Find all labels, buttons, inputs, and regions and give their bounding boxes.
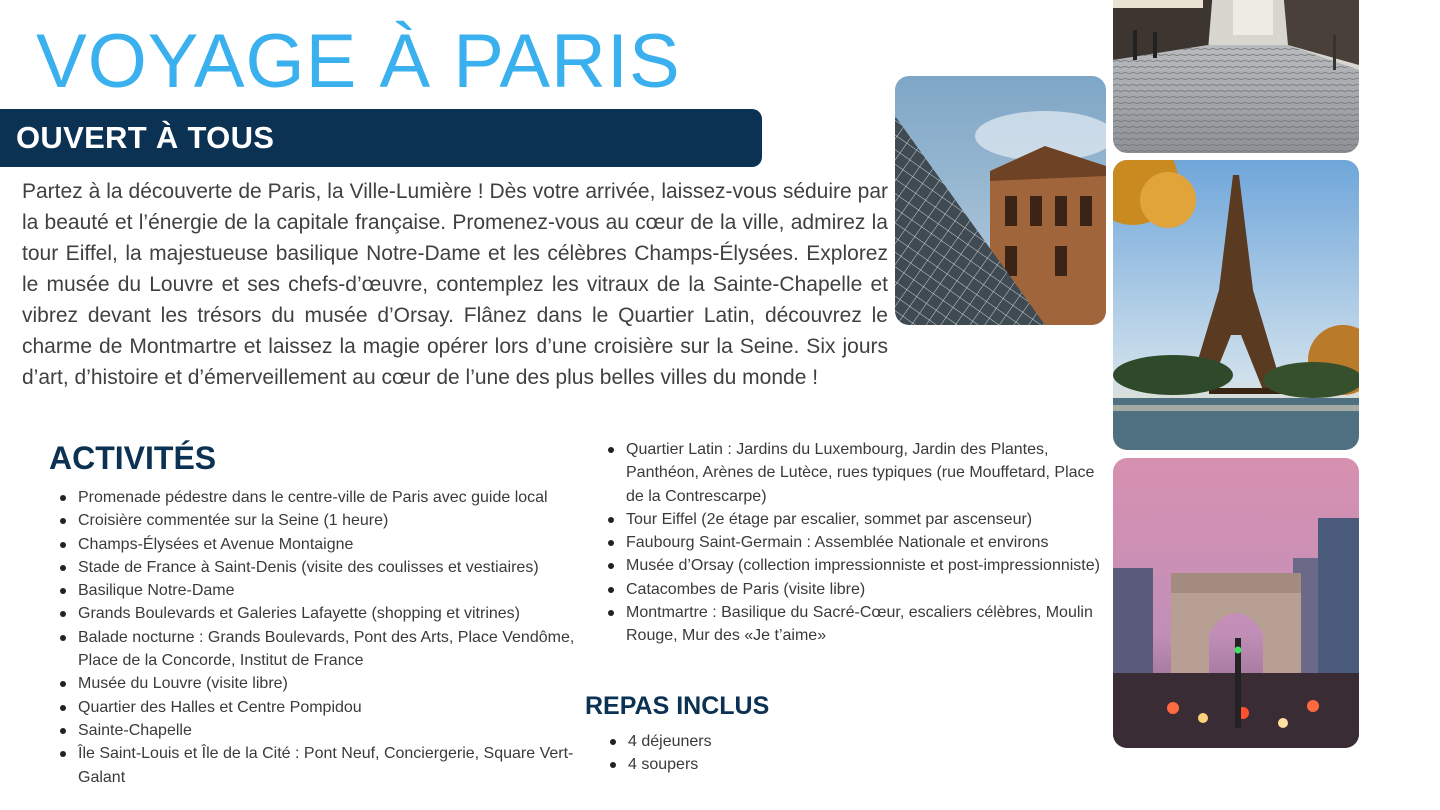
paris-street-photo (1113, 0, 1359, 153)
activities-list-left (60, 486, 590, 789)
banner-label: OUVERT À TOUS (16, 120, 275, 155)
list-item: Musée du Louvre (visite libre) (60, 672, 590, 695)
list-item: Promenade pédestre dans le centre-ville de Paris avec guide local (60, 486, 590, 509)
list-item: Faubourg Saint-Germain : Assemblée Nationale et environs (608, 531, 1100, 554)
activities-heading: ACTIVITÉS (49, 440, 217, 476)
meals-heading: REPAS INCLUS (585, 692, 770, 720)
list-item: Quartier Latin : Jardins du Luxembourg, Jardin des Plantes, Panthéon, Arènes de Lutèce, rues typiques (rue Mouffetard, Place de la Contrescarpe) (608, 438, 1100, 508)
page-title: VOYAGE À PARIS (36, 19, 681, 104)
list-item: Quartier des Halles et Centre Pompidou (60, 696, 590, 719)
eiffel-tower-photo (1113, 160, 1359, 450)
arc-de-triomphe-photo (1113, 458, 1359, 748)
list-item: Champs-Élysées et Avenue Montaigne (60, 533, 590, 556)
list-item: 4 déjeuners (610, 730, 810, 753)
list-item: Catacombes de Paris (visite libre) (608, 578, 1100, 601)
list-item: Sainte-Chapelle (60, 719, 590, 742)
list-item: Musée d’Orsay (collection impressionniste et post-impressionniste) (608, 554, 1100, 577)
list-item: Croisière commentée sur la Seine (1 heure) (60, 509, 590, 532)
intro-paragraph: Partez à la découverte de Paris, la Ville-Lumière ! Dès votre arrivée, laissez-vous séduire par la beauté et l’énergie de la capitale française. Promenez-vous au cœur de la ville, admirez la tour Eiffel, la majestueuse basilique Notre-Dame et les célèbres Champs-Élysées. Explorez le musée du Louvre et ses chefs-d’œuvre, contemplez les vitraux de la Sainte-Chapelle et vibrez devant les trésors du musée d’Orsay. Flânez dans le Quartier Latin, découvrez le charme de Montmartre et laissez la magie opérer lors d’une croisière sur la Seine. Six jours d’art, d’histoire et d’émerveillement au cœur de l’une des plus belles villes du monde ! (22, 180, 888, 389)
list-item: Grands Boulevards et Galeries Lafayette (shopping et vitrines) (60, 602, 590, 625)
list-item: 4 soupers (610, 753, 810, 776)
meals-list (610, 730, 810, 777)
audience-banner (0, 109, 762, 167)
list-item: Stade de France à Saint-Denis (visite des coulisses et vestiaires) (60, 556, 590, 579)
list-item: Montmartre : Basilique du Sacré-Cœur, escaliers célèbres, Moulin Rouge, Mur des «Je t’aime» (608, 601, 1100, 648)
activities-list-right (608, 438, 1100, 648)
list-item: Balade nocturne : Grands Boulevards, Pont des Arts, Place Vendôme, Place de la Concorde, Institut de France (60, 626, 590, 673)
list-item: Basilique Notre-Dame (60, 579, 590, 602)
list-item: Tour Eiffel (2e étage par escalier, sommet par ascenseur) (608, 508, 1100, 531)
list-item: Île Saint-Louis et Île de la Cité : Pont Neuf, Conciergerie, Square Vert-Galant (60, 742, 590, 789)
louvre-photo (895, 76, 1106, 325)
